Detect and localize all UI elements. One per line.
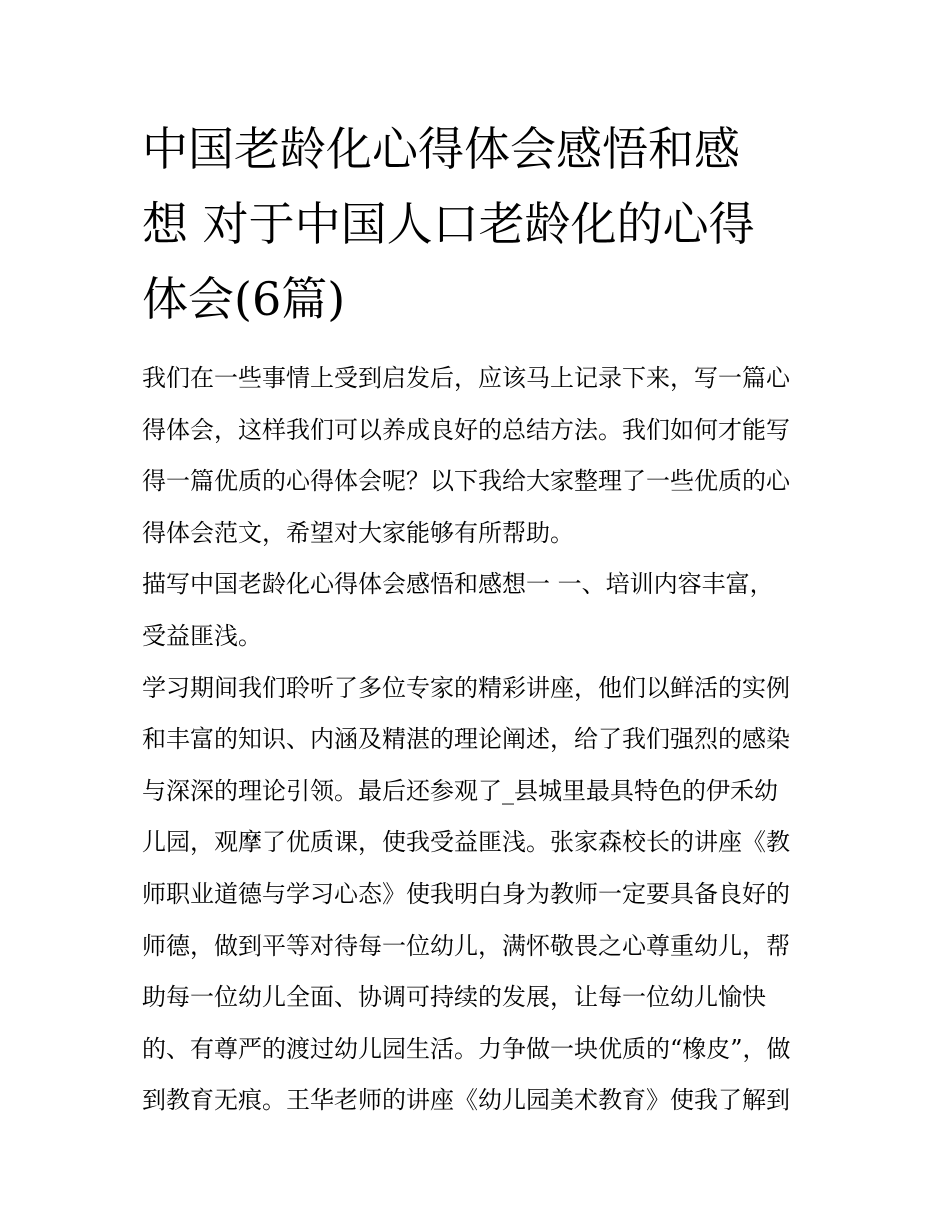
document-title [142,112,814,337]
body-text-line: 助每一位幼儿全面、协调可持续的发展，让每一位幼儿愉快 [142,983,766,1012]
body-text-line: 到教育无痕。王华老师的讲座《幼儿园美术教育》使我了解到 [142,1086,790,1115]
body-text-line: 得体会范文，希望对大家能够有所帮助。 [142,518,574,547]
body-text-line: 我们在一些事情上受到启发后，应该马上记录下来，写一篇心 [142,364,790,392]
body-text-line: 的、有尊严的渡过幼儿园生活。力争做一块优质的“橡皮”，做 [142,1034,791,1063]
body-text-line: 与深深的理论引领。最后还参观了_县城里最具特色的伊禾幼 [142,776,778,805]
body-text-line: 学习期间我们聆听了多位专家的精彩讲座，他们以鲜活的实例 [142,673,790,702]
body-text-line: 师职业道德与学习心态》使我明白身为教师一定要具备良好的 [142,879,790,908]
title-line: 体会(6篇) [142,272,346,326]
document-body [142,353,814,1127]
section-heading-line: 描写中国老龄化心得体会感悟和感想一 一、培训内容丰富， [142,570,774,599]
body-text-line: 和丰富的知识、内涵及精湛的理论阐述，给了我们强烈的感染 [142,725,790,754]
title-line: 想 对于中国人口老龄化的心得 [142,197,755,251]
body-text-line: 师德，做到平等对待每一位幼儿，满怀敬畏之心尊重幼儿，帮 [142,931,790,960]
body-text-line: 儿园，观摩了优质课，使我受益匪浅。张家森校长的讲座《教 [142,828,790,857]
document-page [142,112,814,1127]
section-heading-line: 受益匪浅。 [142,621,262,650]
body-text-line: 得一篇优质的心得体会呢？以下我给大家整理了一些优质的心 [142,467,790,496]
title-line: 中国老龄化心得体会感悟和感 [142,122,740,176]
body-text-line: 得体会，这样我们可以养成良好的总结方法。我们如何才能写 [142,415,790,444]
